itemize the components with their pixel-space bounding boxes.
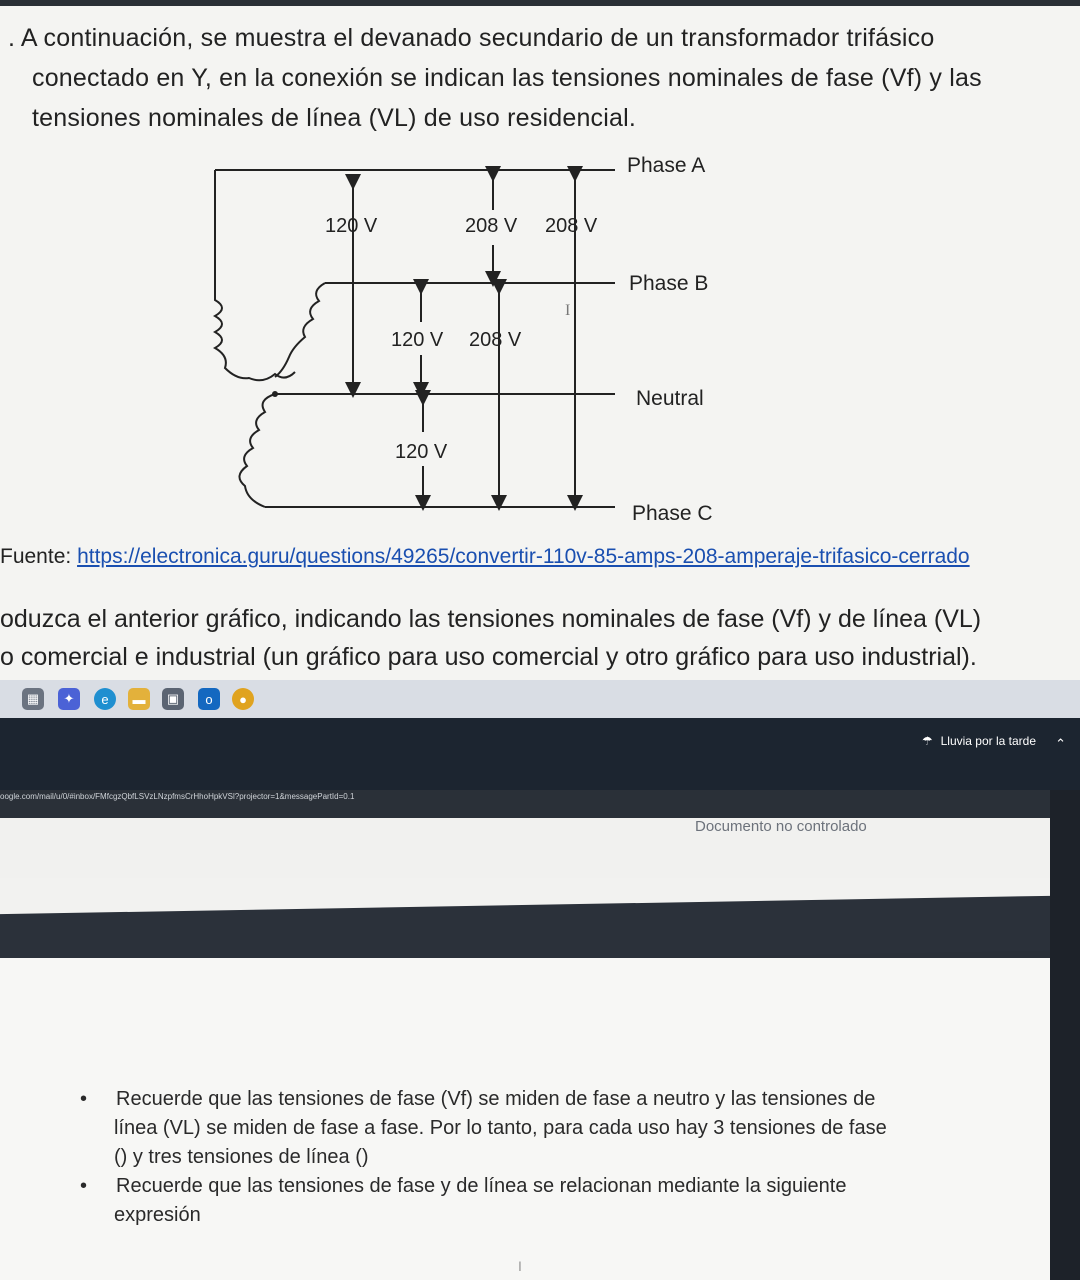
label-v-an: 120 V (325, 215, 378, 237)
text-cursor-icon: I (518, 1258, 522, 1274)
bullet-2-line-2: expresión (114, 1204, 201, 1226)
label-phase-c: Phase C (632, 502, 713, 525)
label-phase-b: Phase B (629, 272, 709, 295)
chevron-up-icon[interactable]: ⌃ (1055, 736, 1066, 751)
source-prefix: Fuente: (0, 545, 78, 568)
bullet-1-line-3: () y tres tensiones de línea () (114, 1146, 369, 1168)
list-item (80, 1172, 980, 1230)
diagram-cursor: I (565, 302, 571, 319)
copilot-icon[interactable]: ✦ (58, 688, 80, 710)
question-text (8, 18, 1080, 138)
label-v-bc: 208 V (469, 329, 522, 351)
outlook-icon[interactable]: o (198, 688, 220, 710)
widgets-icon[interactable]: ▦ (22, 688, 44, 710)
document-status-label: Documento no controlado (695, 818, 867, 835)
label-phase-a: Phase A (627, 154, 706, 177)
label-v-bn: 120 V (391, 329, 444, 351)
label-v-cn: 120 V (395, 441, 448, 463)
file-explorer-icon[interactable]: ▬ (128, 688, 150, 710)
label-v-ac: 208 V (545, 215, 598, 237)
document-header-area (0, 818, 1050, 878)
question-line-1: . A continuación, se muestra el devanado secundario de un transformador trifásico (8, 24, 935, 52)
bullet-icon: • (80, 1088, 88, 1110)
question-2-line-2: o comercial e industrial (un gráfico para uso comercial y otro gráfico para uso industrial). (0, 643, 977, 671)
chrome-icon[interactable]: ● (232, 688, 254, 710)
bullet-1-line-1: Recuerde que las tensiones de fase (Vf) se miden de fase a neutro y las tensiones de (116, 1088, 876, 1110)
winding-a (215, 170, 295, 380)
umbrella-icon: ☂ (921, 734, 933, 748)
bullet-2-line-1: Recuerde que las tensiones de fase y de línea se relacionan mediante la siguiente (116, 1175, 847, 1197)
source-citation (0, 545, 970, 569)
weather-widget[interactable] (922, 734, 1036, 748)
label-v-ab: 208 V (465, 215, 518, 237)
bullet-icon: • (80, 1175, 88, 1197)
question-2-line-1: oduzca el anterior gráfico, indicando las tensiones nominales de fase (Vf) y de línea (VL) (0, 605, 982, 633)
winding-b (275, 283, 325, 377)
taskbar-dark-area (0, 718, 1080, 790)
question-line-3: tensiones nominales de línea (VL) de uso residencial. (32, 104, 637, 132)
label-neutral: Neutral (636, 387, 704, 410)
wye-transformer-diagram (195, 150, 755, 530)
reminder-list (80, 1085, 980, 1230)
winding-c (239, 394, 275, 507)
store-icon[interactable]: ▣ (162, 688, 184, 710)
bullet-1-line-2: línea (VL) se miden de fase a fase. Por lo tanto, para cada uso hay 3 tensiones de fase (114, 1117, 887, 1139)
question-2-text (0, 600, 981, 676)
question-line-2: conectado en Y, en la conexión se indican las tensiones nominales de fase (Vf) y las (32, 64, 982, 92)
browser-url[interactable]: oogle.com/mail/u/0/#inbox/FMfcgzQbfLSVzLNzpfmsCrHhoHpkVSl?projector=1&messagePartId=0.1 (0, 792, 355, 801)
edge-icon[interactable]: e (94, 688, 116, 710)
list-item (80, 1085, 980, 1172)
screen-bezel (0, 0, 1080, 6)
weather-text: Lluvia por la tarde (940, 734, 1036, 748)
source-link[interactable]: https://electronica.guru/questions/49265/convertir-110v-85-amps-208-amperaje-trifasico-cerrado (77, 545, 970, 568)
taskbar (0, 680, 1080, 720)
